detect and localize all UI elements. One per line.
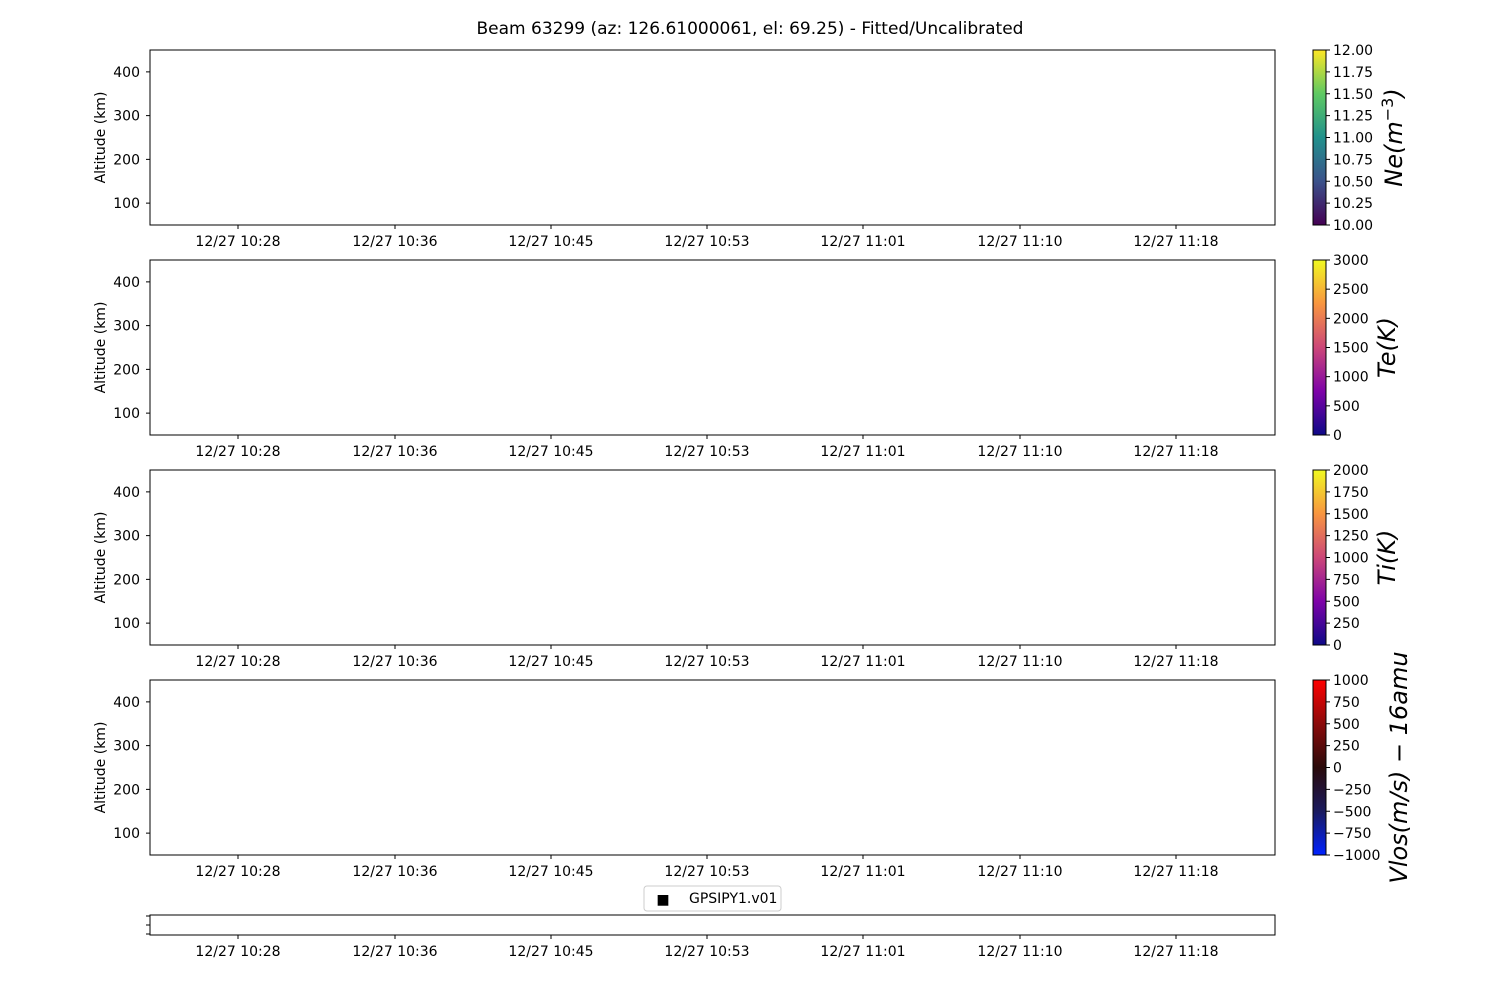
panel-2-xtick-label-4: 12/27 11:01: [820, 654, 906, 670]
panel-1-ytick-label-0: 100: [113, 406, 140, 423]
strip-axes-frame: [150, 915, 1275, 935]
panel-1-xtick-label-3: 12/27 10:53: [664, 444, 750, 460]
panel-2-cbtick-label-5: 1250: [1333, 528, 1369, 545]
panel-3-colorbar: [1313, 651, 1413, 883]
panel-0-xtick-label-0: 12/27 10:28: [195, 234, 281, 250]
strip-xtick-label-3: 12/27 10:53: [664, 944, 750, 960]
panel-3-cbtick-label-3: −250: [1333, 782, 1372, 799]
panel-0-xtick-label-5: 12/27 11:10: [977, 234, 1063, 250]
panel-0-ytick-label-3: 400: [113, 64, 140, 81]
panel-3-ylabel: Altitude (km): [93, 721, 109, 814]
panel-3-xtick-label-0: 12/27 10:28: [195, 864, 281, 880]
panel-2-xtick-label-3: 12/27 10:53: [664, 654, 750, 670]
strip-xtick-label-4: 12/27 11:01: [820, 944, 906, 960]
panel-2-ylabel: Altitude (km): [93, 511, 109, 604]
panel-3: [93, 651, 1413, 883]
panel-2-ytick-label-3: 400: [113, 484, 140, 501]
panel-1-xtick-label-2: 12/27 10:45: [508, 444, 594, 460]
panel-0-colorbar: [1313, 43, 1408, 234]
panel-0: [93, 43, 1408, 250]
panel-3-ytick-label-2: 300: [113, 738, 140, 755]
panel-1: [93, 253, 1401, 460]
legend-marker: ■: [656, 892, 670, 908]
panel-2-cbtick-label-7: 1750: [1333, 484, 1369, 501]
panel-0-xtick-label-1: 12/27 10:36: [352, 234, 438, 250]
panel-2-xtick-label-2: 12/27 10:45: [508, 654, 594, 670]
panel-1-cbtick-label-3: 1500: [1333, 340, 1369, 357]
strip-xtick-label-6: 12/27 11:18: [1133, 944, 1219, 960]
panel-3-xtick-label-2: 12/27 10:45: [508, 864, 594, 880]
panel-3-xtick-label-6: 12/27 11:18: [1133, 864, 1219, 880]
legend-strip: [146, 886, 1275, 960]
panel-2-ytick-label-2: 300: [113, 528, 140, 545]
panel-2-xtick-label-1: 12/27 10:36: [352, 654, 438, 670]
panel-2-xtick-label-6: 12/27 11:18: [1133, 654, 1219, 670]
panel-3-colorbar-gradient: [1313, 680, 1326, 855]
panel-3-ytick-label-0: 100: [113, 826, 140, 843]
panel-1-colorbar-gradient: [1313, 260, 1326, 435]
panel-0-ytick-label-1: 200: [113, 152, 140, 169]
panel-2-cbtick-label-3: 750: [1333, 572, 1360, 589]
panel-0-xtick-label-3: 12/27 10:53: [664, 234, 750, 250]
panel-3-axes-frame: [150, 680, 1275, 855]
panel-1-cbtick-label-2: 1000: [1333, 369, 1369, 386]
panel-3-cbtick-label-4: 0: [1333, 760, 1342, 777]
panel-2-cbtick-label-8: 2000: [1333, 463, 1369, 479]
panel-3-cbtick-label-6: 500: [1333, 716, 1360, 733]
panel-1-cbtick-label-6: 3000: [1333, 253, 1369, 269]
panel-3-ytick-label-3: 400: [113, 694, 140, 711]
panel-1-xtick-label-0: 12/27 10:28: [195, 444, 281, 460]
panel-2-cbtick-label-0: 0: [1333, 638, 1342, 654]
panel-3-xtick-label-3: 12/27 10:53: [664, 864, 750, 880]
panel-0-cbtick-label-6: 11.50: [1333, 86, 1374, 103]
panel-1-ytick-label-1: 200: [113, 362, 140, 379]
panel-3-xtick-label-5: 12/27 11:10: [977, 864, 1063, 880]
panel-1-xtick-label-5: 12/27 11:10: [977, 444, 1063, 460]
panel-0-cbtick-label-8: 12.00: [1333, 43, 1374, 59]
panel-0-xtick-label-4: 12/27 11:01: [820, 234, 906, 250]
panel-0-cbtick-label-3: 10.75: [1333, 152, 1374, 169]
panel-3-cbtick-label-1: −750: [1333, 826, 1372, 843]
panel-3-cbtick-label-5: 250: [1333, 738, 1360, 755]
panel-0-colorbar-gradient: [1313, 50, 1326, 225]
panel-2-colorbar-gradient: [1313, 470, 1326, 645]
panel-1-colorbar: [1313, 253, 1401, 444]
panel-3-cbtick-label-0: −1000: [1333, 848, 1381, 864]
legend-label: GPSIPY1.v01: [689, 891, 778, 907]
panels: [93, 43, 1413, 884]
panel-0-xtick-label-2: 12/27 10:45: [508, 234, 594, 250]
panel-2: [93, 463, 1401, 670]
panel-2-cbtick-label-6: 1500: [1333, 506, 1369, 523]
panel-2-cbtick-label-1: 250: [1333, 616, 1360, 633]
panel-3-xtick-label-4: 12/27 11:01: [820, 864, 906, 880]
panel-2-colorbar: [1313, 463, 1401, 654]
panel-2-cbtick-label-4: 1000: [1333, 550, 1369, 567]
panel-1-xtick-label-4: 12/27 11:01: [820, 444, 906, 460]
panel-1-colorbar-label: Te(K): [1373, 317, 1401, 378]
strip-xtick-label-1: 12/27 10:36: [352, 944, 438, 960]
panel-1-cbtick-label-1: 500: [1333, 398, 1360, 415]
panel-1-cbtick-label-5: 2500: [1333, 282, 1369, 299]
panel-0-colorbar-label: $Ne(m^{-3})$: [1378, 88, 1408, 187]
panel-3-cbtick-label-2: −500: [1333, 804, 1372, 821]
panel-1-ytick-label-2: 300: [113, 318, 140, 335]
panel-2-axes-frame: [150, 470, 1275, 645]
panel-0-ytick-label-0: 100: [113, 196, 140, 213]
panel-3-xtick-label-1: 12/27 10:36: [352, 864, 438, 880]
legend: [644, 886, 781, 911]
panel-2-cbtick-label-2: 500: [1333, 594, 1360, 611]
panel-0-cbtick-label-1: 10.25: [1333, 196, 1374, 213]
panel-0-cbtick-label-5: 11.25: [1333, 108, 1374, 125]
panel-3-cbtick-label-8: 1000: [1333, 673, 1369, 689]
panel-0-cbtick-label-2: 10.50: [1333, 174, 1374, 191]
panel-0-ytick-label-2: 300: [113, 108, 140, 125]
panel-3-cbtick-label-7: 750: [1333, 694, 1360, 711]
panel-0-xtick-label-6: 12/27 11:18: [1133, 234, 1219, 250]
chart-title: Beam 63299 (az: 126.61000061, el: 69.25) - Fitted/Uncalibrated: [476, 19, 1024, 39]
panel-1-xtick-label-6: 12/27 11:18: [1133, 444, 1219, 460]
panel-0-cbtick-label-4: 11.00: [1333, 130, 1374, 147]
panel-1-cbtick-label-0: 0: [1333, 428, 1342, 444]
panel-0-cbtick-label-0: 10.00: [1333, 218, 1374, 234]
panel-0-axes-frame: [150, 50, 1275, 225]
panel-1-ylabel: Altitude (km): [93, 301, 109, 394]
panel-3-colorbar-label: Vlos(m/s) − 16amu: [1385, 651, 1413, 884]
panel-3-ytick-label-1: 200: [113, 782, 140, 799]
panel-1-xtick-label-1: 12/27 10:36: [352, 444, 438, 460]
panel-0-ylabel: Altitude (km): [93, 91, 109, 184]
panel-0-cbtick-label-7: 11.75: [1333, 64, 1374, 81]
panel-2-xtick-label-0: 12/27 10:28: [195, 654, 281, 670]
panel-2-ytick-label-1: 200: [113, 572, 140, 589]
panel-2-ytick-label-0: 100: [113, 616, 140, 633]
panel-1-cbtick-label-4: 2000: [1333, 311, 1369, 328]
panel-2-xtick-label-5: 12/27 11:10: [977, 654, 1063, 670]
strip-xtick-label-5: 12/27 11:10: [977, 944, 1063, 960]
panel-1-ytick-label-3: 400: [113, 274, 140, 291]
panel-2-colorbar-label: Ti(K): [1373, 529, 1401, 586]
strip-xtick-label-2: 12/27 10:45: [508, 944, 594, 960]
panel-1-axes-frame: [150, 260, 1275, 435]
strip-xtick-label-0: 12/27 10:28: [195, 944, 281, 960]
